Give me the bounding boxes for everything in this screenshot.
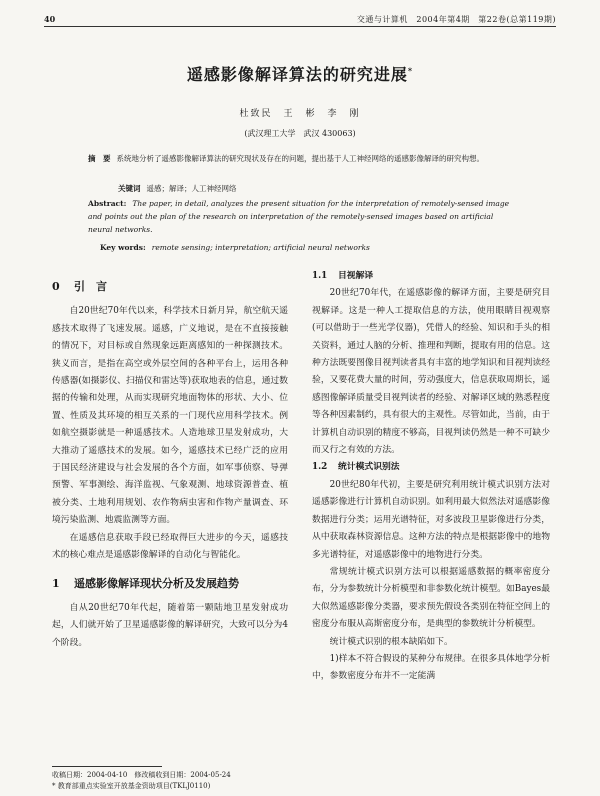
section-number: 1: [52, 576, 60, 590]
intro-paragraph-2: 在遥感信息获取手段已经取得巨大进步的今天，遥感技术的核心难点是遥感影像解译的自动化与智能化。: [52, 532, 288, 561]
section-1-paragraph: 自从20世纪70年代起，随着第一颗陆地卫星发射成功起，人们就开始了卫星遥感影像的解译研究，大致可以分为4个阶段。: [52, 602, 288, 648]
subsection-heading-1-2: [312, 459, 550, 476]
paper-title-text: 遥感影像解译算法的研究进展: [186, 65, 408, 84]
subsection-title: 目视解译: [338, 271, 374, 281]
intro-paragraph-1: 自20世纪70年代以来，科学技术日新月异，航空航天遥感技术取得了飞速发展。遥感，广义地说，是在不直接接触的情况下，对目标或自然现象远距离感知的一种探测技术。狭义而言，是指在高空或外层空间的各种平台上，运用各种传感器(如摄影仪、扫描仪和雷达等)获取地表的信息，通过数据的传输和处理，从而实现研究地面物体的形状、大小、位置、性质及其环境的相互关系的一门现代应用科学技术。例如航空摄影就是一种遥感技术。人造地球卫星发射成功，大大推动了遥感技术的发展。如今，遥感技术已经广泛的应用于国民经济建设与社会发展的各个方面，如军事侦察、导弹预警、军事测绘、海洋监视、气象观测、地球资源普查、植被分类、土地利用规划、农作物病虫害和作物产量调查、环境污染监测、地震监测等方面。: [52, 306, 288, 526]
left-column: [52, 268, 288, 652]
abstract-chinese: [88, 152, 512, 165]
keywords-chinese: [118, 182, 512, 195]
subsection-number: 1.2: [312, 462, 328, 473]
funding-note: * 教育部重点实验室开放基金资助项目(TKLJ0110): [52, 782, 211, 790]
subsection-1-2-paragraph-4: 1)样本不符合假设的某种分布规律。在很多具体地学分析中，参数密度分布并不一定能满: [312, 653, 550, 682]
abstract-en-label: Abstract:: [88, 199, 127, 208]
section-heading-intro: [52, 278, 288, 295]
abstract-text: 系统地分析了遥感影像解译算法的研究现状及存在的问题，提出基于人工神经网络的遥感影像解译的研究构想。: [116, 154, 484, 163]
running-header: [44, 12, 556, 27]
received-date: 收稿日期：2004-04-10 修改稿收到日期：2004-05-24: [52, 771, 231, 779]
footnote-divider: [52, 766, 162, 767]
subsection-1-2-paragraph-1: 20世纪80年代初，主要是研究利用统计模式识别方法对遥感影像进行计算机自动识别。如利用最大似然法对遥感影像数据进行分类；运用光谱特征，对多波段卫星影像进行分类，从中获取森林资源信息。这种方法的特点是根据影像中的地物多光谱特征，对遥感影像中的地物进行分类。: [312, 479, 550, 560]
journal-info: 交通与计算机 2004年第4期 第22卷(总第119期): [356, 15, 556, 24]
keywords-en-text: remote sensing; interpretation; artificial neural networks: [151, 243, 370, 252]
subsection-title: 统计模式识别法: [338, 462, 400, 473]
paper-title: [0, 62, 600, 85]
keywords-english: [100, 241, 512, 254]
author-list: 杜致民 王 彬 李 刚: [239, 109, 361, 119]
page-number: 40: [44, 14, 56, 24]
keywords-en-label: Key words:: [100, 243, 146, 252]
title-footnote-mark: *: [407, 65, 414, 76]
keywords-text: 遥感；解译；人工神经网络: [146, 184, 237, 193]
subsection-1-2-paragraph-3: 统计模式识别的根本缺陷如下。: [329, 636, 453, 647]
abstract-english: [88, 197, 512, 236]
footnote: [52, 770, 292, 792]
section-title: 遥感影像解译现状分析及发展趋势: [74, 576, 239, 590]
section-title: 引 言: [74, 280, 107, 293]
subsection-heading-1-1: [312, 268, 550, 285]
abstract-label: 摘 要: [88, 154, 111, 163]
abstract-en-text: The paper, in detail, analyzes the present situation for the interpretation of remotely-sensed image and points out the plan of the research on interpretation of the remotely-sensed images based on artificial neural networks.: [88, 199, 510, 234]
section-heading-1: [52, 575, 288, 592]
subsection-1-2-paragraph-2: 常规统计模式识别方法可以根据遥感数据的概率密度分布，分为参数统计分析模型和非参数化统计模型。如Bayes最大似然遥感影像分类器，要求预先假设各类别在特征空间上的密度分布服从高斯密度分布，是典型的参数统计分析模型。: [312, 566, 550, 630]
subsection-1-1-paragraph: 20世纪70年代，在遥感影像的解译方面，主要是研究目视解译。这是一种人工提取信息的方法，使用眼睛目视观察(可以借助于一些光学仪器)，凭借人的经验、知识和手头的相关资料，通过人脑的分析、推理和判断，提取有用的信息。这种方法既要图像目视判读者具有丰富的地学知识和目视判读经验，又要花费大量的时间，劳动强度大，信息获取周期长，遥感图像解译质量受目视判读者的经验、对解译区域的熟悉程度等各种因素制约，具有很大的主观性。尽管如此，当前，由于计算机自动识别的精度不够高，目视判读仍然是一种不可缺少而又行之有效的方法。: [312, 288, 550, 456]
right-column: [312, 268, 550, 686]
keywords-label: 关键词: [118, 184, 141, 193]
section-number: 0: [52, 280, 60, 293]
subsection-number: 1.1: [312, 271, 328, 281]
affiliation: (武汉理工大学 武汉 430063): [244, 129, 356, 138]
